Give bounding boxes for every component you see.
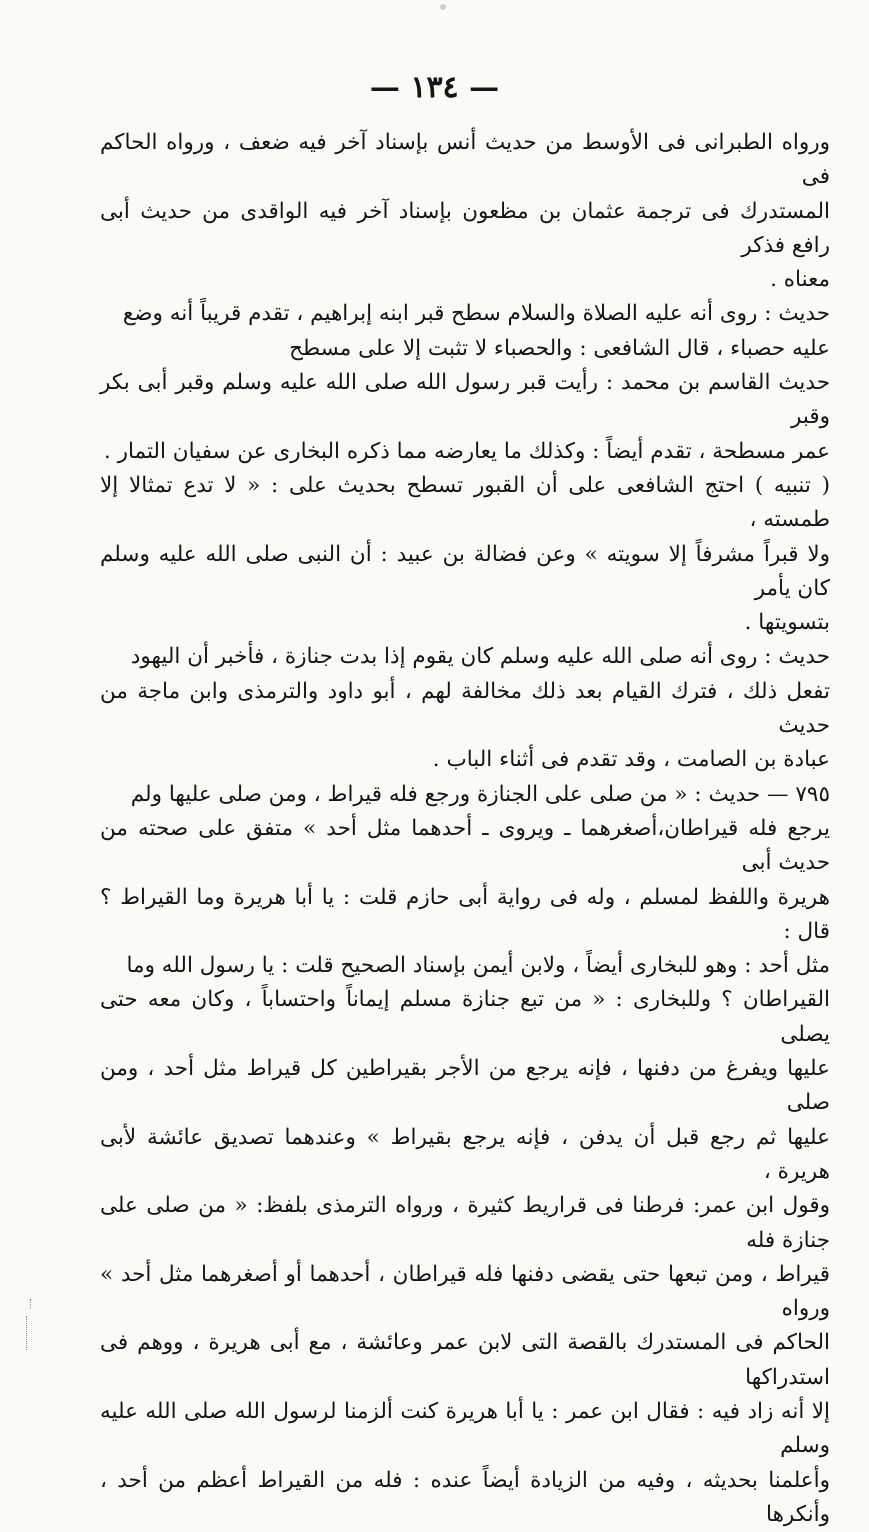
text-line-7: عمر مسطحة ، تقدم أيضاً : وكذلك ما يعارضه مما ذكره البخارى عن سفيان التمار . [103,438,830,464]
text-line-15: يرجع فله قيراطان،أصغرهما ـ ويروى ـ أحدهما مثل أحد » متفق على صحته من حديث أبى [100,815,830,876]
text-line-10: بتسويتها . [744,610,830,636]
text-line-5: عليه حصباء ، قال الشافعى : والحصباء لا تثبت إلا على مسطح [289,335,830,361]
text-line-2: المستدرك فى ترجمة عثمان بن مظعون بإسناد آخر فيه الواقدى من حديث أبى رافع فذكر [100,198,830,258]
text-line-22: قيراط ، ومن تبعها حتى يقضى دفنها فله قيراطان ، أحدهما أو أصغرهما مثل أحد » ورواه [100,1261,830,1322]
text-line-13: عبادة بن الصامت ، وقد تقدم فى أثناء الباب . [432,747,830,773]
text-line-24: إلا أنه زاد فيه : فقال ابن عمر : يا أبا هريرة كنت ألزمنا لرسول الله صلى الله عليه وسلم [100,1398,830,1459]
text-line-14: ٧٩٥ — حديث : « من صلى على الجنازة ورجع فله قيراط ، ومن صلى عليها ولم [130,781,830,807]
text-line-19: عليها ويفرغ من دفنها ، فإنه يرجع من الأجر بقيراطين كل قيراط مثل أحد ، ومن صلى [100,1056,830,1116]
text-line-16: هريرة واللفظ لمسلم ، وله فى رواية أبى حازم قلت : يا أبا هريرة وما القيراط ؟ قال : [100,884,830,944]
text-line-21: وقول ابن عمر: فرطنا فى قراريط كثيرة ، ورواه الترمذى بلفظ: « من صلى على جنازة فله [100,1193,830,1253]
page-number: — ١٣٤ — [369,70,500,105]
text-line-4: حديث : روى أنه عليه الصلاة والسلام سطح قبر ابنه إبراهيم ، تقدم قريباً أنه وضع [122,301,830,327]
text-line-8: ( تنبيه ) احتج الشافعى على أن القبور تسطح بحديث على : « لا تدع تمثالا إلا طمسته ، [100,472,830,533]
text-line-1: ورواه الطبرانى فى الأوسط من حديث أنس بإسناد آخر فيه ضعف ، ورواه الحاكم فى [100,130,830,190]
margin-mark [30,1299,45,1309]
text-line-25: وأعلمنا بحديثه ، وفيه من الزيادة أيضاً عنده : فله من القيراط أعظم من أحد ، وأنكرها [100,1467,830,1527]
text-line-11: حديث : روى أنه صلى الله عليه وسلم كان يقوم إذا بدت جنازة ، فأخبر أن اليهود [130,644,830,670]
text-line-12: تفعل ذلك ، فترك القيام بعد ذلك مخالفة لهم ، أبو داود والترمذى وابن ماجة من حديث [100,678,830,739]
text-line-9: ولا قبراً مشرفاً إلا سويته » وعن فضالة بن عبيد : أن النبى صلى الله عليه وسلم كان يأمر [100,541,830,601]
text-line-18: القيراطان ؟ وللبخارى : « من تبع جنازة مسلم إيماناً واحتساباً ، وكان معه حتى يصلى [100,987,830,1047]
text-line-23: الحاكم فى المستدرك بالقصة التى لابن عمر وعائشة ، مع أبى هريرة ، ووهم فى استدراكها [100,1330,830,1390]
body-text [100,126,830,1532]
text-line-3: معناه . [770,267,830,293]
text-line-6: حديث القاسم بن محمد : رأيت قبر رسول الله صلى الله عليه وسلم وقبر أبى بكر وقبر [100,370,830,430]
text-line-20: عليها ثم رجع قبل أن يدفن ، فإنه يرجع بقيراط » وعندهما تصديق عائشة لأبى هريرة ، [100,1124,830,1184]
margin-mark [26,1316,41,1350]
text-line-17: مثل أحد : وهو للبخارى أيضاً ، ولابن أيمن بإسناد الصحيح قلت : يا رسول الله وما [126,953,830,979]
scan-speck [440,4,446,10]
